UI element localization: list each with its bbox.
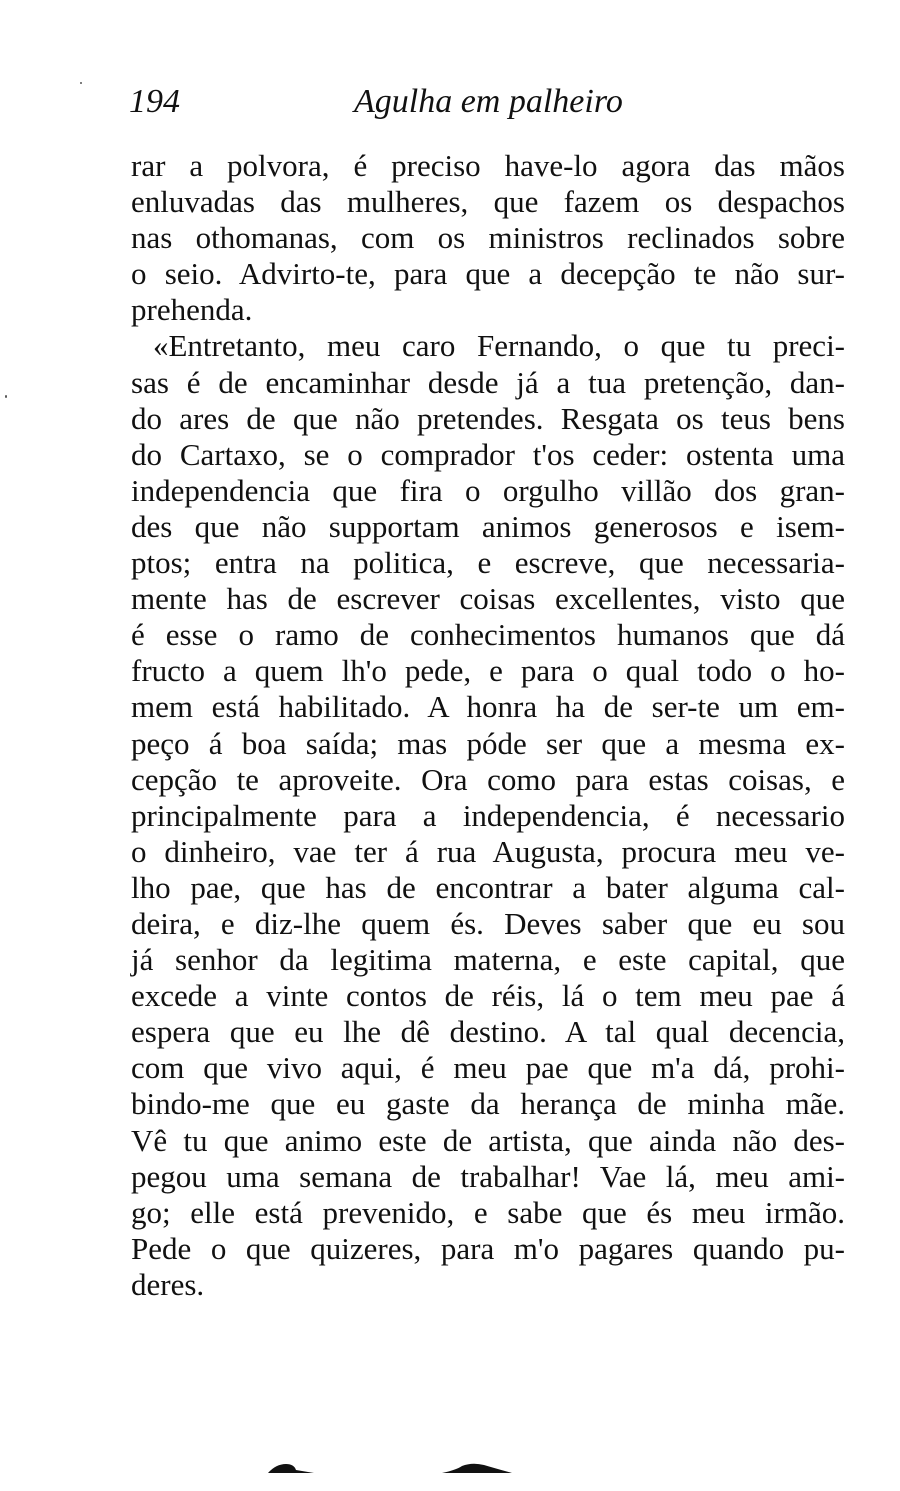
text-line: independencia que fira o orgulho villão dos gran- <box>131 472 845 508</box>
text-line: nas othomanas, com os ministros reclinados sobre <box>131 220 845 256</box>
text-line: com que vivo aqui, é meu pae que m'a dá, prohi- <box>131 1050 845 1086</box>
text-line: ptos; entra na politica, e escreve, que necessaria- <box>131 545 845 581</box>
text-line: sas é de encaminhar desde já a tua pretenção, dan- <box>131 364 845 400</box>
text-line: go; elle está prevenido, e sabe que és meu irmão. <box>131 1194 845 1230</box>
text-line: é esse o ramo de conhecimentos humanos que dá <box>131 617 845 653</box>
text-line: o dinheiro, vae ter á rua Augusta, procura meu ve- <box>131 833 845 869</box>
print-speck <box>80 82 82 84</box>
body-text <box>131 148 845 1303</box>
paragraph-start-line: «Entretanto, meu caro Fernando, o que tu preci- <box>153 328 845 364</box>
text-line: bindo-me que eu gaste da herança de minha mãe. <box>131 1086 845 1122</box>
print-speck <box>5 395 7 398</box>
text-line: excede a vinte contos de réis, lá o tem meu pae á <box>131 978 845 1014</box>
text-line: espera que eu lhe dê destino. A tal qual decencia, <box>131 1014 845 1050</box>
running-head <box>129 80 849 124</box>
text-line: mem está habilitado. A honra ha de ser-te um em- <box>131 689 845 725</box>
text-line: enluvadas das mulheres, que fazem os despachos <box>131 184 845 220</box>
printer-ornament-icon <box>442 1462 512 1474</box>
text-line: deira, e diz-lhe quem és. Deves saber que eu sou <box>131 905 845 941</box>
text-line: Vê tu que animo este de artista, que ainda não des- <box>131 1122 845 1158</box>
text-line: prehenda. <box>131 292 253 328</box>
running-title: Agulha em palheiro <box>354 83 623 120</box>
text-line: já senhor da legitima materna, e este capital, que <box>131 942 845 978</box>
printer-ornament-icon <box>244 1462 314 1474</box>
text-line: Pede o que quizeres, para m'o pagares quando pu- <box>131 1230 845 1266</box>
text-line: lho pae, que has de encontrar a bater alguma cal- <box>131 869 845 905</box>
text-line: des que não supportam animos generosos e isem- <box>131 508 845 544</box>
text-line: fructo a quem lh'o pede, e para o qual todo o ho- <box>131 653 845 689</box>
text-line: cepção te aproveite. Ora como para estas coisas, e <box>131 761 845 797</box>
text-line: rar a polvora, é preciso have-lo agora das mãos <box>131 148 845 183</box>
text-line: do ares de que não pretendes. Resgata os teus bens <box>131 400 845 436</box>
text-line: mente has de escrever coisas excellentes, visto que <box>131 581 845 617</box>
text-line: do Cartaxo, se o comprador t'os ceder: ostenta uma <box>131 436 845 472</box>
page-number: 194 <box>129 83 180 120</box>
text-line: o seio. Advirto-te, para que a decepção te não sur- <box>131 256 845 292</box>
text-line: principalmente para a independencia, é necessario <box>131 797 845 833</box>
text-line: deres. <box>131 1266 205 1302</box>
text-line: peço á boa saída; mas póde ser que a mesma ex- <box>131 725 845 761</box>
text-line: pegou uma semana de trabalhar! Vae lá, meu ami- <box>131 1158 845 1194</box>
